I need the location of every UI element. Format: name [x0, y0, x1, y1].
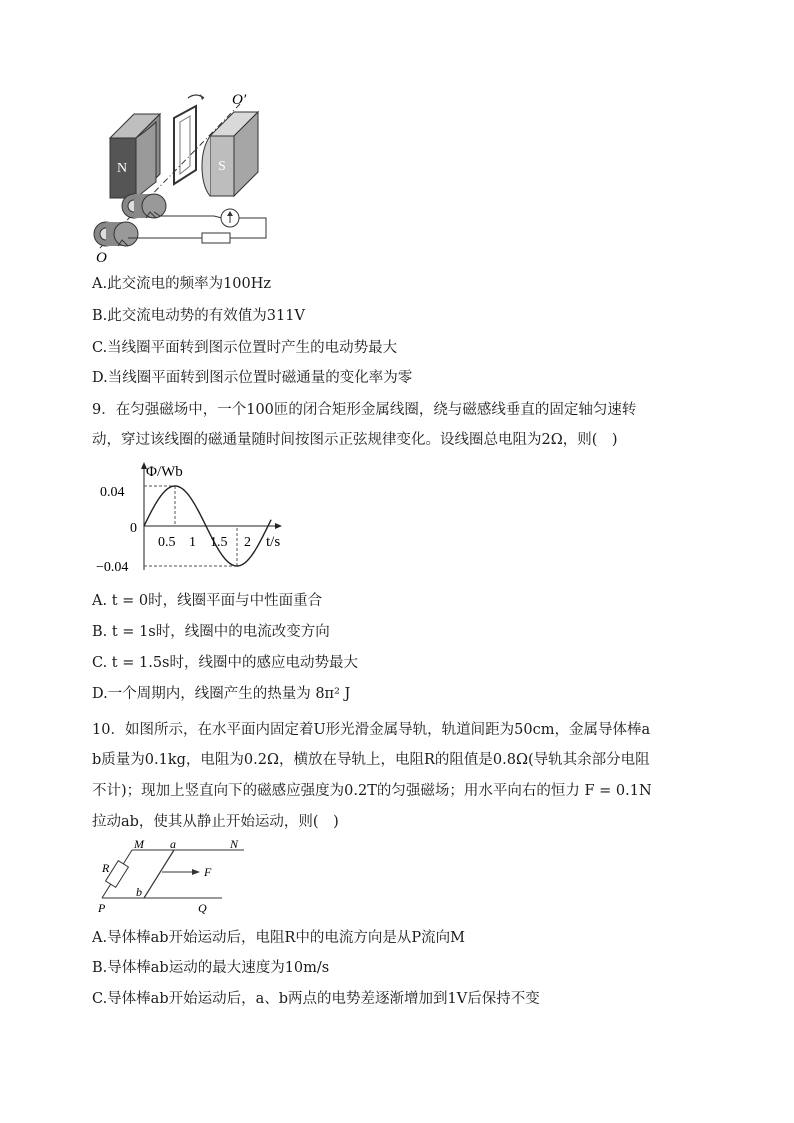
chart-ylabel: Φ/Wb — [146, 464, 183, 480]
flux-chart — [94, 458, 294, 580]
rail-label-r: R — [102, 861, 110, 875]
chart-xtick-0-5: 0.5 — [158, 535, 176, 550]
rail-label-n: N — [230, 840, 239, 851]
q9-option-c: C. t = 1.5s时，线圈中的感应电动势最大 — [92, 655, 358, 671]
q10-stem-line4: 拉动ab，使其从静止开始运动，则( ) — [92, 814, 339, 830]
q10-option-b: B.导体棒ab运动的最大速度为10m/s — [92, 960, 330, 976]
rail-label-m: M — [134, 840, 144, 851]
axis-o-prime-label: O′ — [232, 92, 247, 108]
q10-option-a: A.导体棒ab开始运动后，电阻R中的电流方向是从P流向M — [92, 930, 466, 946]
axis-o-label: O — [96, 250, 107, 266]
chart-xlabel: t/s — [266, 534, 281, 550]
q10-option-c: C.导体棒ab开始运动后，a、b两点的电势差逐渐增加到1V后保持不变 — [92, 991, 540, 1007]
rail-label-a: a — [170, 840, 176, 851]
chart-xtick-2: 2 — [244, 535, 251, 550]
q8-option-d: D.当线圈平面转到图示位置时磁通量的变化率为零 — [92, 370, 413, 386]
q10-stem-line1: 10．如图所示，在水平面内固定着U形光滑金属导轨，轨道间距为50cm，金属导体棒a — [92, 722, 651, 738]
chart-ytick-zero: 0 — [130, 521, 137, 536]
q9-stem-line2: 动，穿过该线圈的磁通量随时间按图示正弦规律变化。设线圈总电阻为2Ω，则( ) — [92, 432, 618, 448]
magnet-n-label: N — [117, 161, 128, 176]
rail-label-p: P — [98, 901, 106, 915]
q9-option-a: A. t = 0时，线圈平面与中性面重合 — [92, 593, 323, 609]
chart-xtick-1-5: 1.5 — [210, 535, 228, 550]
rail-label-b: b — [136, 885, 142, 899]
q8-option-b: B.此交流电动势的有效值为311V — [92, 308, 305, 324]
q9-option-b: B. t = 1s时，线圈中的电流改变方向 — [92, 624, 330, 640]
generator-figure — [90, 88, 280, 266]
q9-option-d: D.一个周期内，线圈产生的热量为 8π² J — [92, 686, 351, 702]
chart-ytick-neg: −0.04 — [96, 560, 129, 575]
chart-ytick-pos: 0.04 — [100, 485, 125, 500]
q9-stem-line1: 9．在匀强磁场中，一个100匝的闭合矩形金属线圈，绕与磁感线垂直的固定轴匀速转 — [92, 402, 637, 418]
chart-xtick-1: 1 — [189, 535, 196, 550]
magnet-s-label: S — [218, 159, 226, 174]
q10-stem-line2: b质量为0.1kg，电阻为0.2Ω，横放在导轨上，电阻R的阻值是0.8Ω(导轨其余部分电阻 — [92, 752, 650, 768]
rail-label-q: Q — [198, 901, 207, 915]
q10-stem-line3: 不计)；现加上竖直向下的磁感应强度为0.2T的匀强磁场；用水平向右的恒力 F = 0.1N — [92, 783, 652, 799]
rail-figure — [94, 840, 254, 920]
q8-option-a: A.此交流电的频率为100Hz — [92, 276, 272, 292]
q8-option-c: C.当线圈平面转到图示位置时产生的电动势最大 — [92, 340, 398, 356]
chart-x-arrow — [275, 523, 282, 529]
rail-label-f: F — [204, 865, 212, 879]
